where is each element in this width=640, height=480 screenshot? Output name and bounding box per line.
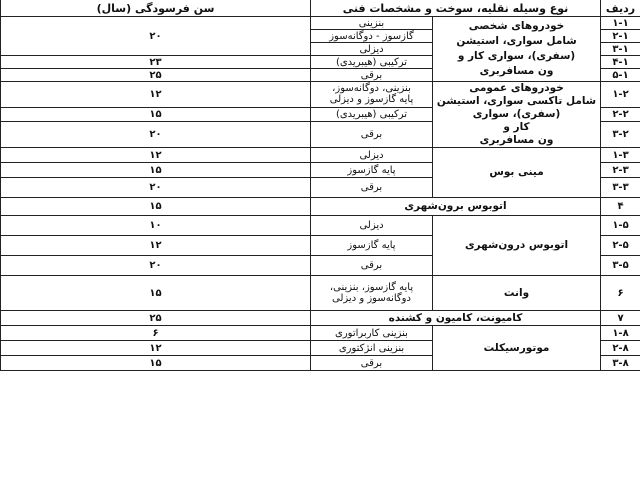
vehicle-type: وانت <box>433 276 601 311</box>
fuel-type: بنزینی کاربراتوری <box>311 326 433 341</box>
row-id: ۱-۵ <box>601 216 640 236</box>
vehicle-type: خودروهای عمومی شامل تاکسی سواری، استیشن (سفری)، سواری کار و ون مسافربری <box>433 82 601 148</box>
age-value: ۱۵ <box>1 163 311 178</box>
fuel-type: برقی <box>311 356 433 371</box>
age-value: ۱۵ <box>1 276 311 311</box>
fuel-type: برقی <box>311 256 433 276</box>
vehicle-type: اتوبوس درون‌شهری <box>433 216 601 276</box>
row-id: ۱-۸ <box>601 326 640 341</box>
table-row <box>1 216 640 236</box>
row-id: ۲-۸ <box>601 341 640 356</box>
row-id: ۲-۱ <box>601 30 640 43</box>
row-id: ۳-۱ <box>601 43 640 56</box>
age-value: ۲۰ <box>1 17 311 56</box>
row-id: ۳-۵ <box>601 256 640 276</box>
age-value: ۱۲ <box>1 341 311 356</box>
fuel-type: ترکیبی (هیبریدی) <box>311 107 433 121</box>
header-age: سن فرسودگی (سال) <box>1 0 311 17</box>
age-value: ۱۲ <box>1 82 311 108</box>
fuel-type: دیزلی <box>311 43 433 56</box>
age-value: ۶ <box>1 326 311 341</box>
row-id: ۳-۲ <box>601 122 640 148</box>
fuel-type: پایه گازسوز <box>311 163 433 178</box>
age-value: ۲۰ <box>1 178 311 198</box>
fuel-type: برقی <box>311 122 433 148</box>
vehicle-type: مینی بوس <box>433 148 601 198</box>
fuel-type: دیزلی <box>311 148 433 163</box>
vehicle-type: اتوبوس برون‌شهری <box>311 198 601 216</box>
vehicle-type: کامیونت، کامیون و کشنده <box>311 311 601 326</box>
row-id: ۲-۳ <box>601 163 640 178</box>
table-row <box>1 276 640 311</box>
fuel-type: ترکیبی (هیبریدی) <box>311 56 433 69</box>
header-row-number: ردیف <box>601 0 640 17</box>
age-value: ۱۵ <box>1 356 311 371</box>
fuel-type: برقی <box>311 69 433 82</box>
row-id: ۵-۱ <box>601 69 640 82</box>
age-value: ۲۳ <box>1 56 311 69</box>
table-row <box>1 311 640 326</box>
table-header <box>1 0 640 17</box>
age-value: ۱۲ <box>1 236 311 256</box>
age-value: ۲۰ <box>1 256 311 276</box>
row-id: ۶ <box>601 276 640 311</box>
age-value: ۲۵ <box>1 69 311 82</box>
age-value: ۱۵ <box>1 198 311 216</box>
age-value: ۲۰ <box>1 122 311 148</box>
header-vehicle: نوع وسیله نقلیه، سوخت و مشخصات فنی <box>311 0 601 17</box>
row-id: ۱-۱ <box>601 17 640 30</box>
table-row <box>1 82 640 108</box>
fuel-type: گازسوز - دوگانه‌سوز <box>311 30 433 43</box>
age-value: ۲۵ <box>1 311 311 326</box>
fuel-type: پایه گازسوز، بنزینی، دوگانه‌سوز و دیزلی <box>311 276 433 311</box>
table-row <box>1 148 640 163</box>
table-body <box>1 17 640 371</box>
table-row <box>1 198 640 216</box>
age-value: ۱۵ <box>1 107 311 121</box>
table-row <box>1 17 640 30</box>
vehicle-type: خودروهای شخصی شامل سواری، استیشن (سفری)، سواری کار و ون مسافربری <box>433 17 601 82</box>
fuel-type: پایه گازسوز <box>311 236 433 256</box>
fuel-type: بنزینی انژکتوری <box>311 341 433 356</box>
fuel-type: دیزلی <box>311 216 433 236</box>
row-id: ۱-۲ <box>601 82 640 108</box>
table-row <box>1 326 640 341</box>
row-id: ۷ <box>601 311 640 326</box>
vehicle-type: موتورسیکلت <box>433 326 601 371</box>
row-id: ۴-۱ <box>601 56 640 69</box>
row-id: ۱-۳ <box>601 148 640 163</box>
row-id: ۳-۸ <box>601 356 640 371</box>
row-id: ۴ <box>601 198 640 216</box>
row-id: ۲-۲ <box>601 107 640 121</box>
age-value: ۱۰ <box>1 216 311 236</box>
row-id: ۲-۵ <box>601 236 640 256</box>
age-value: ۱۲ <box>1 148 311 163</box>
row-id: ۳-۳ <box>601 178 640 198</box>
fuel-type: برقی <box>311 178 433 198</box>
fuel-type: بنزینی <box>311 17 433 30</box>
fuel-type: بنزینی، دوگانه‌سوز، پایه گازسوز و دیزلی <box>311 82 433 108</box>
